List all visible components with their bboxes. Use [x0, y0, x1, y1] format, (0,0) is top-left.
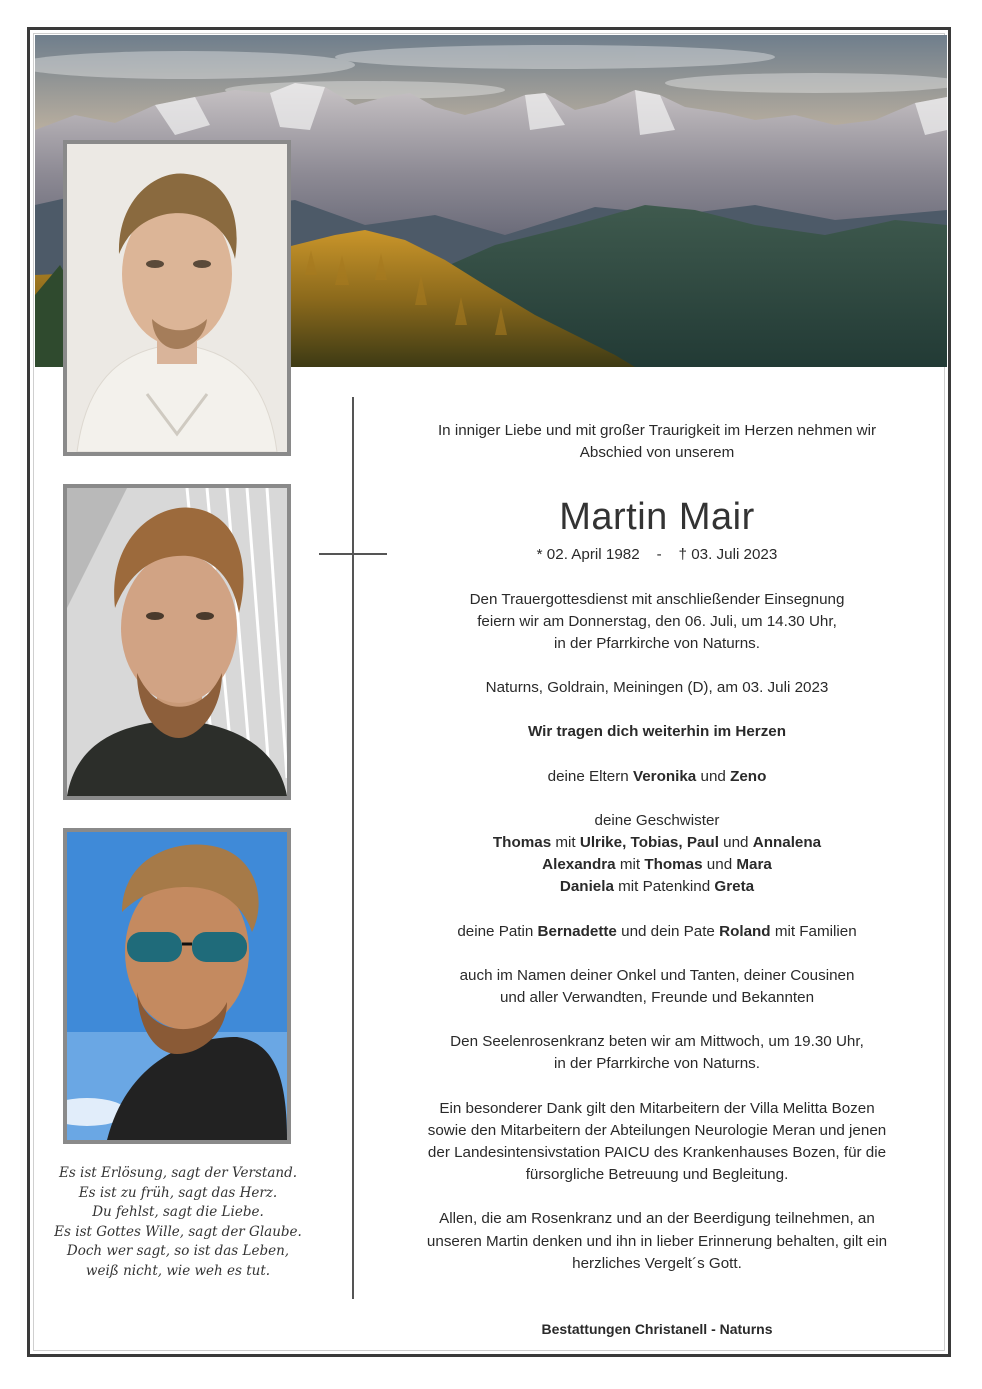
thanks-line: fürsorgliche Betreuung und Begleitung.: [525, 1166, 789, 1184]
poem-line: Es ist Gottes Wille, sagt der Glaube.: [54, 1223, 302, 1240]
life-dates: [392, 544, 922, 566]
service-line: Den Trauergottesdienst mit anschließender Einsegnung: [469, 590, 845, 608]
siblings-line: Daniela mit Patenkind Greta: [559, 878, 755, 896]
motto: Wir tragen dich weiterhin im Herzen: [527, 723, 787, 741]
death-date: † 03. Juli 2023: [678, 546, 778, 564]
deceased-name: Martin Mair: [559, 496, 755, 539]
siblings-heading: deine Geschwister: [594, 811, 720, 829]
obituary-text: [392, 420, 922, 1275]
godparents-line: deine Patin Bernadette und dein Pate Roland mit Familien: [457, 922, 857, 940]
poem-line: Es ist Erlösung, sagt der Verstand.: [58, 1165, 298, 1181]
parents-line: deine Eltern Veronika und Zeno: [547, 767, 767, 785]
siblings-line: Alexandra mit Thomas und Mara: [542, 856, 772, 874]
poem: [40, 1164, 316, 1282]
poem-line: Du fehlst, sagt die Liebe.: [92, 1204, 264, 1221]
funeral-home-footer: Bestattungen Christanell - Naturns: [541, 1321, 773, 1337]
closing-line: herzliches Vergelt´s Gott.: [572, 1254, 742, 1272]
poem-line: Doch wer sagt, so ist das Leben,: [66, 1243, 290, 1260]
place-date: Naturns, Goldrain, Meiningen (D), am 03. Juli 2023: [485, 679, 829, 697]
relatives-line: auch im Namen deiner Onkel und Tanten, deiner Cousinen: [459, 966, 855, 984]
birth-date: * 02. April 1982: [536, 546, 640, 564]
portrait-photo-3: [63, 828, 291, 1144]
rosary-line: Den Seelenrosenkranz beten wir am Mittwoch, um 19.30 Uhr,: [450, 1033, 864, 1051]
cross-vertical: [352, 397, 354, 1299]
thanks-line: der Landesintensivstation PAICU des Krankenhauses Bozen, für die: [427, 1144, 887, 1162]
portrait-photo-1: [63, 140, 291, 456]
service-line: in der Pfarrkirche von Naturns.: [554, 635, 760, 653]
closing-line: unseren Martin denken und ihn in lieber Erinnerung behalten, gilt ein: [426, 1232, 888, 1250]
poem-line: weiß nicht, wie weh es tut.: [85, 1262, 271, 1279]
date-separator: -: [656, 546, 662, 564]
rosary-line: in der Pfarrkirche von Naturns.: [554, 1055, 760, 1073]
thanks-line: sowie den Mitarbeitern der Abteilungen Neurologie Meran und jenen: [427, 1121, 887, 1139]
cross-horizontal: [319, 553, 387, 555]
closing-line: Allen, die am Rosenkranz und an der Beerdigung teilnehmen, an: [439, 1210, 875, 1228]
siblings-line: Thomas mit Ulrike, Tobias, Paul und Annalena: [492, 834, 822, 852]
thanks-line: Ein besonderer Dank gilt den Mitarbeitern der Villa Melitta Bozen: [439, 1099, 875, 1117]
service-line: feiern wir am Donnerstag, den 06. Juli, um 14.30 Uhr,: [477, 612, 837, 630]
intro-line: In inniger Liebe und mit großer Traurigkeit im Herzen nehmen wir: [437, 422, 877, 439]
intro-line: Abschied von unserem: [579, 444, 735, 462]
portrait-photo-2: [63, 484, 291, 800]
poem-line: Es ist zu früh, sagt das Herz.: [78, 1184, 278, 1201]
relatives-line: und aller Verwandten, Freunde und Bekannten: [499, 989, 815, 1007]
